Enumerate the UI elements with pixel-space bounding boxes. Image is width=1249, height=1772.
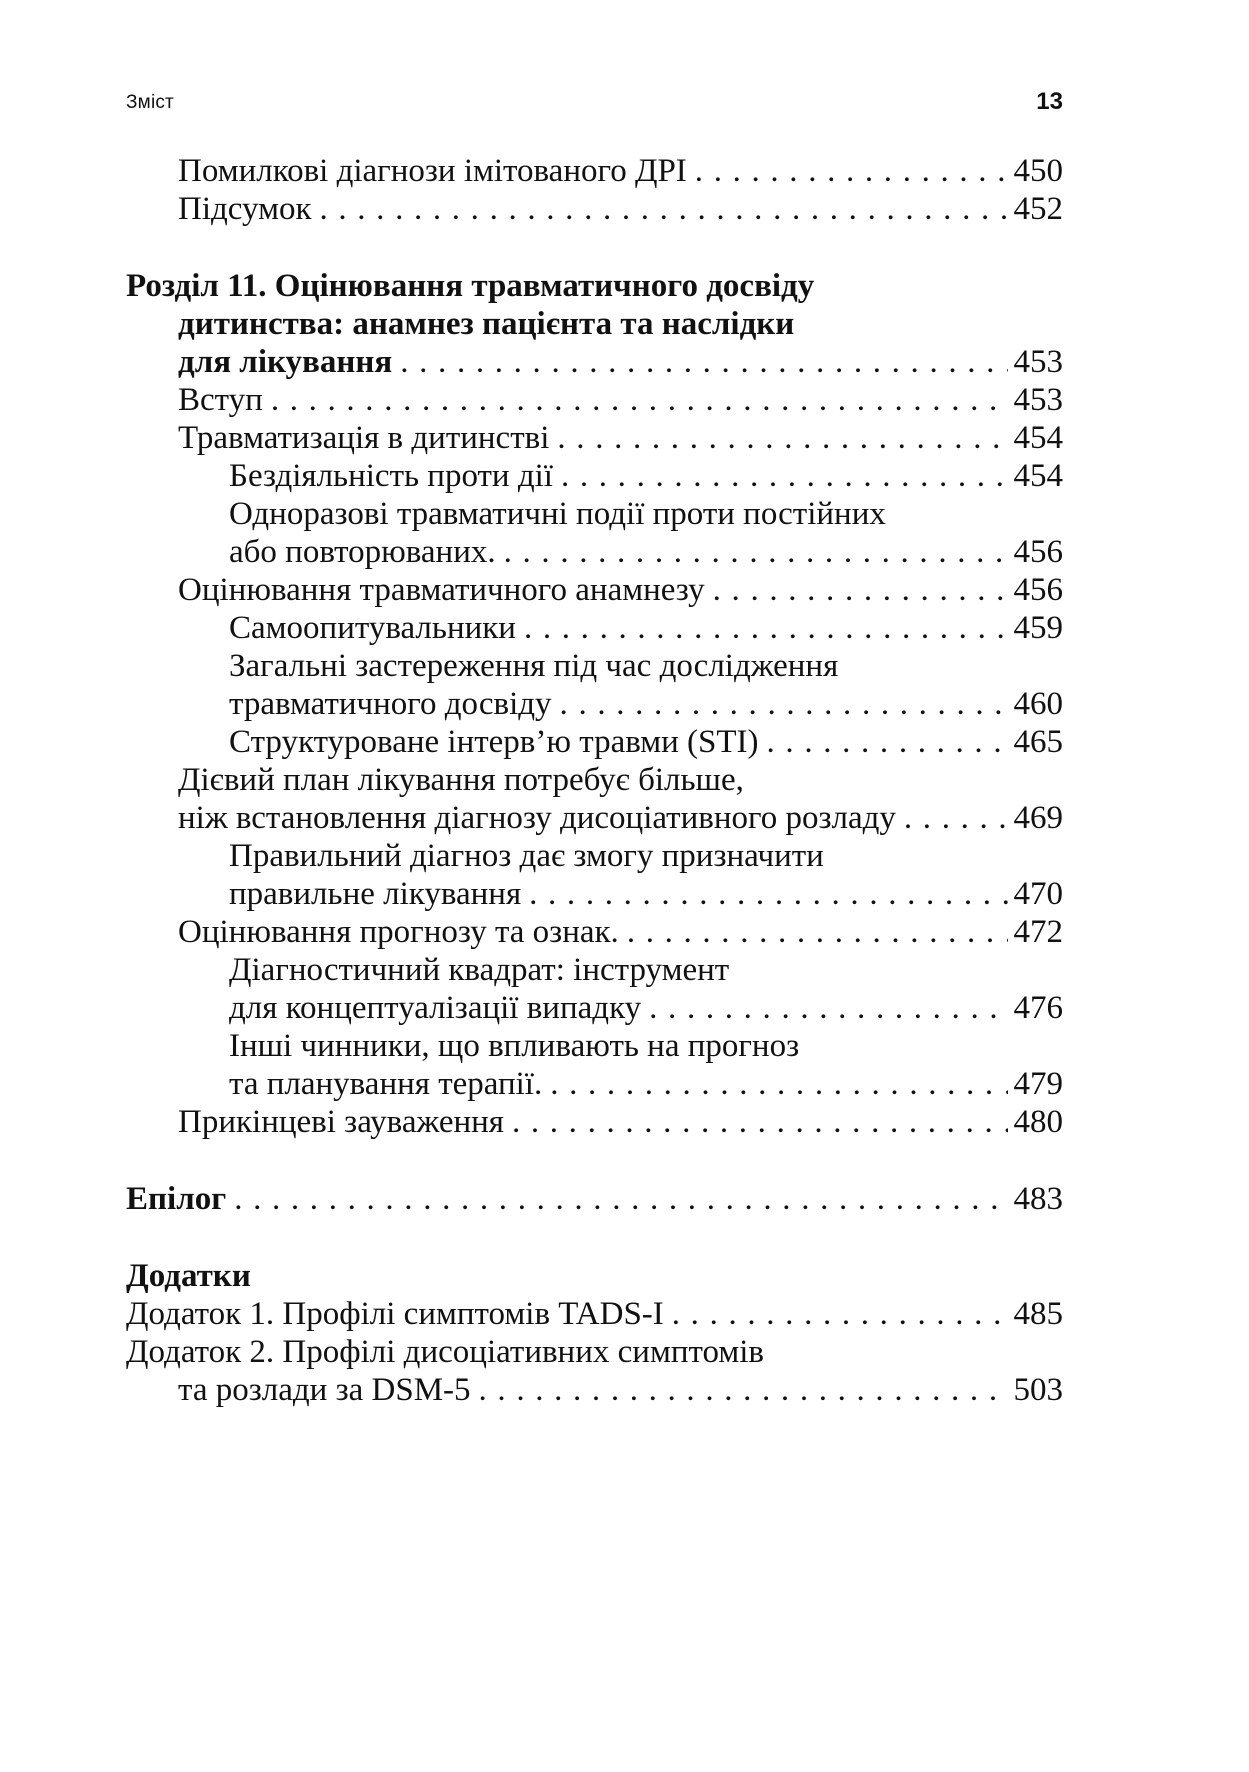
appendices-heading: Додатки <box>126 1258 251 1294</box>
running-title: Зміст <box>126 92 174 113</box>
toc-chapter-entry[interactable]: для лікування . . . 453 <box>178 340 1063 384</box>
leader-dots <box>479 1368 1008 1412</box>
toc-subentry[interactable]: або повторюваних. . . . 456 <box>229 530 1063 574</box>
toc-subentry[interactable]: Структуроване інтерв’ю травми (STI) . . . 465 <box>229 720 1063 764</box>
toc-entry[interactable]: Помилкові діагнози імітованого ДРІ . . . 450 <box>178 149 1063 193</box>
toc-subentry[interactable]: та планування терапії. . . . 479 <box>229 1062 1063 1106</box>
toc-entry[interactable]: Підсумок . . . 452 <box>178 187 1063 231</box>
toc-subentry[interactable]: правильне лікування . . . 470 <box>229 872 1063 916</box>
toc-entry[interactable]: Оцінювання прогнозу та ознак. . . . 472 <box>178 910 1063 954</box>
toc-appendix-entry[interactable]: Додаток 1. Профілі симптомів TADS-I . . . 485 <box>126 1292 1063 1336</box>
leader-dots <box>319 187 1007 231</box>
toc-entry[interactable]: ніж встановлення діагнозу дисоціативного розладу . . . 469 <box>178 796 1063 840</box>
toc-subentry-line: Правильний діагноз дає змогу призначити <box>229 838 824 874</box>
leader-dots <box>234 1177 1007 1221</box>
toc-epilogue-entry[interactable]: Епілог . . . 483 <box>126 1177 1063 1221</box>
toc-entry-line: Дієвий план лікування потребує більше, <box>178 762 744 798</box>
chapter-heading-line: дитинства: анамнез пацієнта та наслідки <box>178 306 795 342</box>
leader-dots <box>512 1100 1008 1144</box>
toc-subentry[interactable]: травматичного досвіду . . . 460 <box>229 682 1063 726</box>
toc-subentry[interactable]: Самоопитувальники . . . 459 <box>229 606 1063 650</box>
chapter-heading-line: Розділ 11. Оцінювання травматичного досвіду <box>126 268 815 304</box>
toc-appendix-entry[interactable]: та розлади за DSM-5 . . . 503 <box>178 1368 1063 1412</box>
toc-subentry-line: Інші чинники, що впливають на прогноз <box>229 1028 800 1064</box>
toc-appendix-line: Додаток 2. Профілі дисоціативних симптомів <box>126 1334 764 1370</box>
page-number: 13 <box>1036 88 1063 115</box>
toc-subentry-line: Діагностичний квадрат: інструмент <box>229 952 730 988</box>
toc-subentry-line: Загальні застереження під час дослідження <box>229 648 839 684</box>
toc-subentry[interactable]: для концептуалізації випадку . . . 476 <box>229 986 1063 1030</box>
toc-subentry[interactable]: Бездіяльність проти дії . . . 454 <box>229 454 1063 498</box>
toc-entry[interactable]: Вступ . . . 453 <box>178 378 1063 422</box>
toc-entry[interactable]: Травматизація в дитинстві . . . 454 <box>178 416 1063 460</box>
toc-subentry-line: Одноразові травматичні події проти постійних <box>229 496 886 532</box>
toc-entry[interactable]: Оцінювання травматичного анамнезу . . . 456 <box>178 568 1063 612</box>
toc-entry[interactable]: Прикінцеві зауваження . . . 480 <box>178 1100 1063 1144</box>
